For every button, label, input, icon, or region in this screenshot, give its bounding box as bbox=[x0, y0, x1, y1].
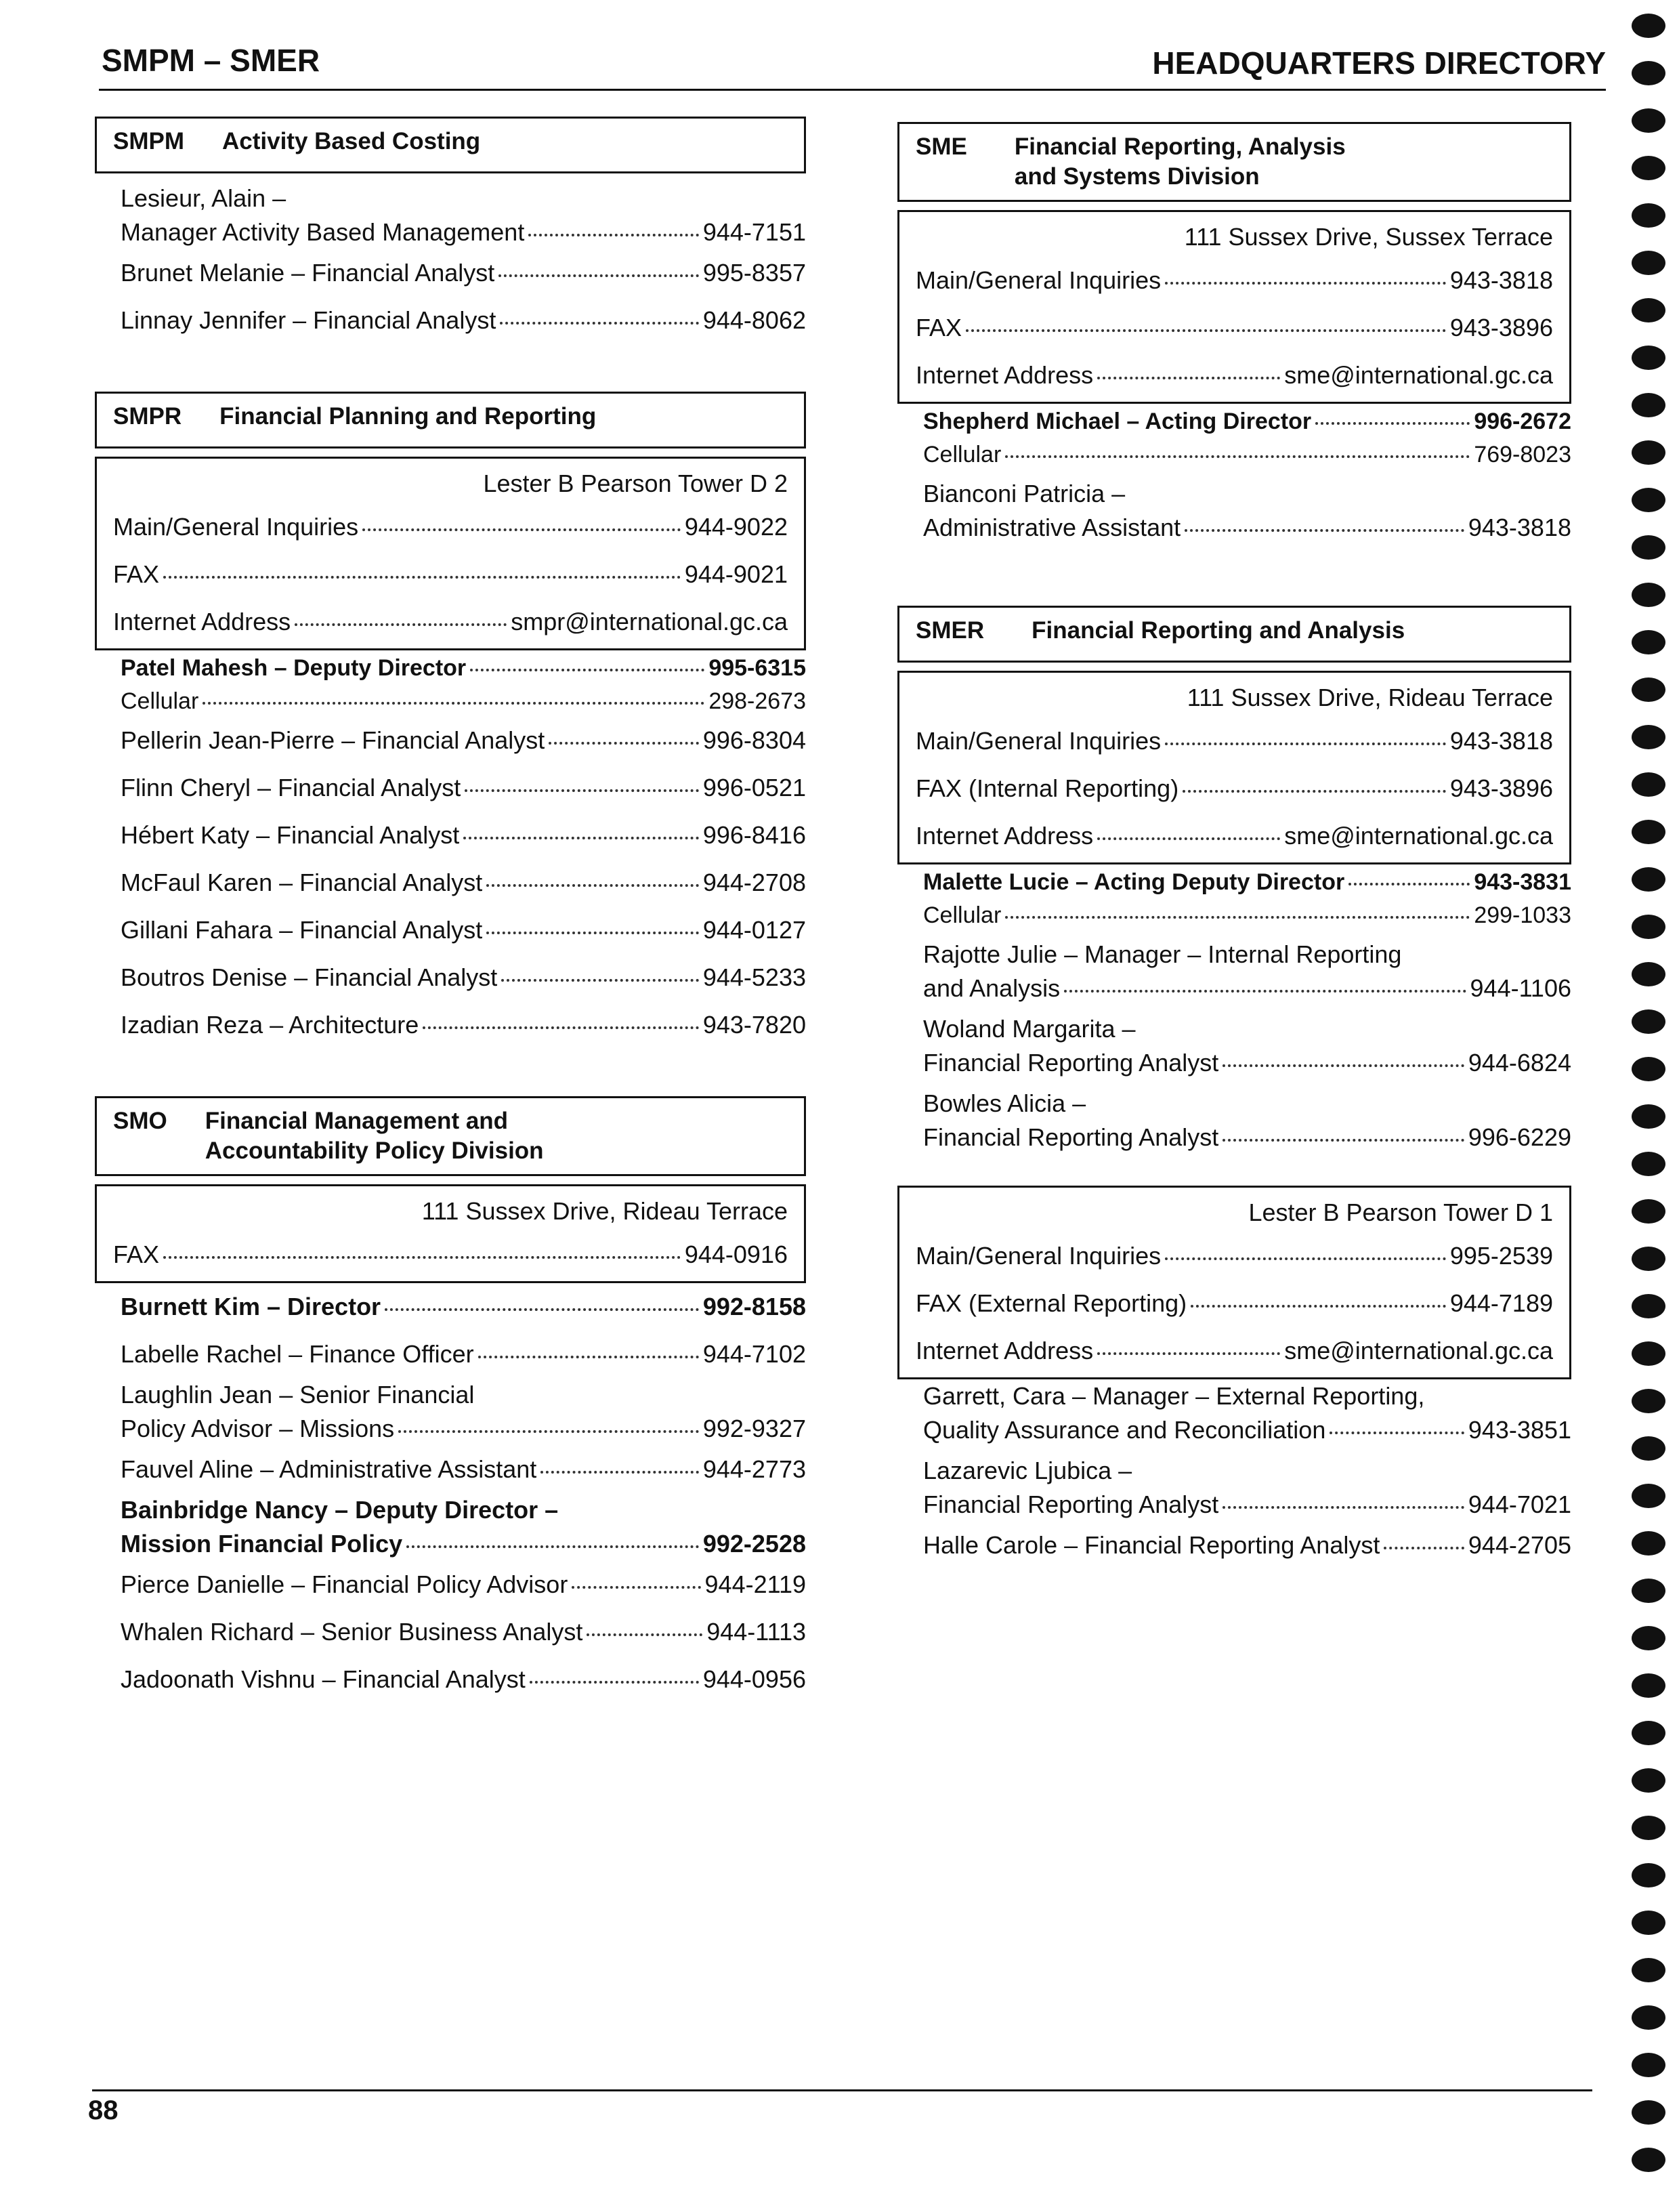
binding-hole bbox=[1632, 1104, 1665, 1129]
section-name-line: Financial Management and bbox=[205, 1108, 509, 1134]
binding-hole bbox=[1632, 440, 1665, 465]
binding-hole bbox=[1632, 1152, 1665, 1176]
fax-number: 943-3896 bbox=[1449, 314, 1553, 341]
phone-number: 944-7021 bbox=[1468, 1490, 1571, 1518]
directory-entry bbox=[923, 1522, 1571, 1569]
leader-dots bbox=[1097, 377, 1280, 379]
contact-box bbox=[897, 210, 1571, 404]
cellular-entry bbox=[923, 900, 1571, 931]
binding-hole bbox=[1632, 1673, 1665, 1698]
phone-number: 943-3851 bbox=[1468, 1416, 1571, 1444]
section-code: SMO bbox=[113, 1108, 167, 1134]
binding-hole bbox=[1632, 2100, 1665, 2125]
leader-dots bbox=[385, 1308, 699, 1311]
leader-dots bbox=[549, 742, 699, 745]
leader-dots bbox=[406, 1545, 699, 1548]
entry-title: Mission Financial Policy bbox=[121, 1530, 403, 1558]
contact-label: FAX bbox=[113, 1240, 160, 1268]
address: 111 Sussex Drive, Sussex Terrace bbox=[1184, 223, 1553, 251]
binding-hole bbox=[1632, 156, 1665, 180]
contact-label: FAX (External Reporting) bbox=[916, 1289, 1187, 1317]
binding-hole bbox=[1632, 1626, 1665, 1650]
header-rule bbox=[99, 89, 1606, 91]
phone-number: 944-0956 bbox=[702, 1665, 806, 1693]
leader-dots bbox=[465, 789, 699, 792]
leader-dots bbox=[362, 528, 681, 531]
right-column bbox=[897, 122, 1571, 1569]
leader-dots bbox=[423, 1026, 699, 1029]
phone-number: 996-8416 bbox=[702, 821, 806, 849]
leader-dots bbox=[587, 1633, 702, 1636]
phone-number: 943-3831 bbox=[1474, 869, 1571, 895]
contact-label: Internet Address bbox=[916, 822, 1094, 850]
cellular-label: Cellular bbox=[923, 902, 1002, 928]
leader-dots bbox=[463, 837, 699, 839]
section-name-line: and Systems Division bbox=[1014, 163, 1260, 190]
contact-label: FAX bbox=[916, 314, 962, 341]
leader-dots bbox=[1005, 916, 1470, 919]
entry-name: Rajotte Julie – Manager – Internal Reporting bbox=[923, 940, 1402, 968]
entry-name: Lazarevic Ljubica – bbox=[923, 1457, 1132, 1484]
binding-hole bbox=[1632, 251, 1665, 275]
directory-entry bbox=[121, 954, 806, 1001]
directory-entry bbox=[121, 906, 806, 954]
binding-hole bbox=[1632, 1389, 1665, 1413]
directory-entry bbox=[121, 1331, 806, 1378]
entry-name: Lesieur, Alain – bbox=[121, 184, 286, 212]
contact-box bbox=[95, 457, 806, 650]
section-name-line: Accountability Policy Division bbox=[205, 1138, 544, 1164]
binding-hole bbox=[1632, 1768, 1665, 1793]
phone-number: 944-0127 bbox=[702, 916, 806, 944]
binding-holes bbox=[1632, 14, 1672, 2195]
contact-box bbox=[95, 1184, 806, 1283]
phone-number: 992-8158 bbox=[702, 1293, 806, 1320]
page-number: 88 bbox=[88, 2095, 119, 2125]
leader-dots bbox=[486, 884, 699, 887]
phone-number: 298-2673 bbox=[708, 688, 806, 714]
phone-number: 943-3818 bbox=[1449, 727, 1553, 755]
entry-name: Brunet Melanie – Financial Analyst bbox=[121, 259, 495, 287]
binding-hole bbox=[1632, 725, 1665, 749]
binding-hole bbox=[1632, 1341, 1665, 1366]
phone-number: 943-3818 bbox=[1468, 514, 1571, 541]
binding-hole bbox=[1632, 108, 1665, 133]
entry-name: Labelle Rachel – Finance Officer bbox=[121, 1340, 474, 1368]
email-address: sme@international.gc.ca bbox=[1284, 361, 1553, 389]
binding-hole bbox=[1632, 915, 1665, 939]
binding-hole bbox=[1632, 1531, 1665, 1556]
leader-dots bbox=[501, 979, 699, 982]
phone-number: 944-1113 bbox=[706, 1618, 806, 1646]
cellular-entry bbox=[121, 686, 806, 717]
entry-name: Bianconi Patricia – bbox=[923, 480, 1126, 507]
leader-dots bbox=[1165, 1257, 1446, 1260]
binding-hole bbox=[1632, 2005, 1665, 2030]
page-header-title: HEADQUARTERS DIRECTORY bbox=[1152, 45, 1606, 81]
entry-title: Administrative Assistant bbox=[923, 514, 1181, 541]
director-entry bbox=[121, 1283, 806, 1331]
address: 111 Sussex Drive, Rideau Terrace bbox=[421, 1197, 788, 1225]
cellular-label: Cellular bbox=[121, 688, 199, 714]
directory-entry bbox=[923, 477, 1571, 545]
leader-dots bbox=[470, 669, 704, 671]
entry-title: Quality Assurance and Reconciliation bbox=[923, 1416, 1326, 1444]
binding-hole bbox=[1632, 1863, 1665, 1887]
directory-entry bbox=[923, 938, 1571, 1005]
entry-name: Bowles Alicia – bbox=[923, 1089, 1086, 1117]
address: 111 Sussex Drive, Rideau Terrace bbox=[1187, 684, 1553, 711]
phone-number: 943-7820 bbox=[702, 1011, 806, 1039]
directory-entry bbox=[121, 1656, 806, 1703]
section-title-smpm bbox=[95, 117, 806, 173]
cellular-label: Cellular bbox=[923, 442, 1002, 467]
fax-number: 944-0916 bbox=[684, 1240, 788, 1268]
directory-entry bbox=[923, 1454, 1571, 1522]
binding-hole bbox=[1632, 1816, 1665, 1840]
section-title-smo bbox=[95, 1096, 806, 1176]
binding-hole bbox=[1632, 2053, 1665, 2077]
leader-dots bbox=[528, 234, 699, 236]
address: Lester B Pearson Tower D 2 bbox=[483, 469, 788, 497]
entry-name: Gillani Fahara – Financial Analyst bbox=[121, 916, 483, 944]
section-name bbox=[1015, 132, 1553, 192]
left-column bbox=[95, 117, 806, 1703]
binding-hole bbox=[1632, 867, 1665, 892]
director-entry bbox=[923, 864, 1571, 900]
entry-name: McFaul Karen – Financial Analyst bbox=[121, 869, 483, 896]
binding-hole bbox=[1632, 583, 1665, 607]
entry-title: Policy Advisor – Missions bbox=[121, 1415, 395, 1442]
section-name: Activity Based Costing bbox=[222, 128, 481, 154]
contact-label: FAX bbox=[113, 560, 160, 588]
binding-hole bbox=[1632, 1484, 1665, 1508]
leader-dots bbox=[1223, 1139, 1464, 1142]
contact-box bbox=[897, 1186, 1571, 1379]
entry-name: Malette Lucie – Acting Deputy Director bbox=[923, 869, 1345, 895]
leader-dots bbox=[1315, 422, 1470, 425]
page-header-section: SMPM – SMER bbox=[102, 43, 320, 78]
leader-dots bbox=[1165, 743, 1446, 745]
section-name: Financial Planning and Reporting bbox=[219, 403, 597, 430]
directory-entry bbox=[121, 297, 806, 344]
phone-number: 992-9327 bbox=[702, 1415, 806, 1442]
leader-dots bbox=[295, 623, 507, 626]
directory-entry bbox=[121, 1608, 806, 1656]
email-address: sme@international.gc.ca bbox=[1284, 1337, 1553, 1364]
phone-number: 944-2708 bbox=[702, 869, 806, 896]
director-entry bbox=[923, 404, 1571, 439]
directory-entry bbox=[121, 717, 806, 764]
binding-hole bbox=[1632, 1579, 1665, 1603]
contact-label: Main/General Inquiries bbox=[916, 727, 1162, 755]
entry-name: Halle Carole – Financial Reporting Analyst bbox=[923, 1531, 1380, 1559]
leader-dots bbox=[1165, 282, 1446, 285]
email-address: smpr@international.gc.ca bbox=[511, 608, 788, 635]
directory-entry bbox=[121, 1446, 806, 1493]
leader-dots bbox=[498, 274, 699, 277]
leader-dots bbox=[203, 702, 704, 705]
leader-dots bbox=[163, 576, 681, 579]
entry-name: Jadoonath Vishnu – Financial Analyst bbox=[121, 1665, 526, 1693]
leader-dots bbox=[966, 329, 1446, 332]
entry-name: Izadian Reza – Architecture bbox=[121, 1011, 419, 1039]
leader-dots bbox=[163, 1256, 681, 1259]
entry-title: Financial Reporting Analyst bbox=[923, 1123, 1219, 1151]
entry-name: Pellerin Jean-Pierre – Financial Analyst bbox=[121, 726, 545, 754]
leader-dots bbox=[1183, 790, 1446, 793]
phone-number: 944-7151 bbox=[702, 218, 806, 246]
entry-name: Patel Mahesh – Deputy Director bbox=[121, 655, 467, 681]
contact-label: Main/General Inquiries bbox=[916, 1242, 1162, 1270]
section-name: Financial Reporting and Analysis bbox=[1032, 617, 1405, 644]
directory-entry bbox=[121, 859, 806, 906]
binding-hole bbox=[1632, 962, 1665, 986]
binding-hole bbox=[1632, 535, 1665, 560]
directory-entry bbox=[121, 764, 806, 812]
entry-name: Pierce Danielle – Financial Policy Advisor bbox=[121, 1570, 568, 1598]
leader-dots bbox=[1005, 455, 1470, 458]
leader-dots bbox=[530, 1681, 699, 1684]
phone-number: 995-6315 bbox=[708, 655, 806, 681]
section-title-smer bbox=[897, 606, 1571, 663]
contact-label: Internet Address bbox=[916, 1337, 1094, 1364]
section-code: SME bbox=[916, 133, 967, 160]
phone-number: 944-2773 bbox=[702, 1455, 806, 1483]
directory-entry bbox=[121, 1378, 806, 1446]
entry-name: Laughlin Jean – Senior Financial bbox=[121, 1381, 475, 1408]
binding-hole bbox=[1632, 1911, 1665, 1935]
email-address: sme@international.gc.ca bbox=[1284, 822, 1553, 850]
binding-hole bbox=[1632, 298, 1665, 322]
binding-hole bbox=[1632, 1721, 1665, 1745]
binding-hole bbox=[1632, 772, 1665, 797]
binding-hole bbox=[1632, 1199, 1665, 1224]
deputy-director-entry bbox=[121, 1493, 806, 1561]
binding-hole bbox=[1632, 820, 1665, 844]
address: Lester B Pearson Tower D 1 bbox=[1248, 1198, 1553, 1226]
entry-title: Financial Reporting Analyst bbox=[923, 1490, 1219, 1518]
binding-hole bbox=[1632, 1958, 1665, 1982]
leader-dots bbox=[1191, 1305, 1446, 1308]
leader-dots bbox=[1185, 529, 1464, 532]
leader-dots bbox=[1348, 883, 1470, 885]
phone-number: 944-2705 bbox=[1468, 1531, 1571, 1559]
directory-entry bbox=[121, 182, 806, 249]
entry-name: Flinn Cheryl – Financial Analyst bbox=[121, 774, 461, 801]
directory-entry bbox=[121, 1561, 806, 1608]
directory-entry bbox=[923, 1379, 1571, 1447]
binding-hole bbox=[1632, 393, 1665, 417]
leader-dots bbox=[1064, 990, 1466, 993]
binding-hole bbox=[1632, 203, 1665, 228]
directory-entry bbox=[923, 1012, 1571, 1080]
directory-entry bbox=[121, 1001, 806, 1049]
phone-number: 996-8304 bbox=[702, 726, 806, 754]
section-name-line: Financial Reporting, Analysis bbox=[1014, 133, 1346, 160]
section-title-sme bbox=[897, 122, 1571, 202]
phone-number: 944-9022 bbox=[684, 513, 788, 541]
leader-dots bbox=[1097, 837, 1280, 840]
directory-entry bbox=[923, 1087, 1571, 1154]
section-title-smpr bbox=[95, 392, 806, 448]
contact-label: Internet Address bbox=[916, 361, 1094, 389]
footer-rule bbox=[92, 2089, 1592, 2091]
directory-entry bbox=[121, 812, 806, 859]
entry-name: Bainbridge Nancy – Deputy Director – bbox=[121, 1496, 559, 1524]
phone-number: 944-8062 bbox=[702, 306, 806, 334]
entry-title: Manager Activity Based Management bbox=[121, 218, 525, 246]
entry-name: Shepherd Michael – Acting Director bbox=[923, 409, 1312, 434]
binding-hole bbox=[1632, 630, 1665, 654]
leader-dots bbox=[1097, 1352, 1280, 1355]
leader-dots bbox=[500, 322, 699, 325]
entry-name: Hébert Katy – Financial Analyst bbox=[121, 821, 460, 849]
phone-number: 995-8357 bbox=[702, 259, 806, 287]
section-code: SMER bbox=[916, 617, 985, 644]
binding-hole bbox=[1632, 14, 1665, 38]
fax-number: 944-9021 bbox=[684, 560, 788, 588]
phone-number: 769-8023 bbox=[1474, 442, 1571, 467]
entry-title: and Analysis bbox=[923, 974, 1061, 1002]
binding-hole bbox=[1632, 1247, 1665, 1271]
fax-number: 944-7189 bbox=[1449, 1289, 1553, 1317]
binding-hole bbox=[1632, 1294, 1665, 1318]
entry-title: Financial Reporting Analyst bbox=[923, 1049, 1219, 1077]
phone-number: 299-1033 bbox=[1474, 902, 1571, 928]
entry-name: Burnett Kim – Director bbox=[121, 1293, 381, 1320]
phone-number: 992-2528 bbox=[702, 1530, 806, 1558]
entry-name: Boutros Denise – Financial Analyst bbox=[121, 963, 498, 991]
phone-number: 944-1106 bbox=[1470, 974, 1571, 1002]
section-code: SMPM bbox=[113, 128, 184, 154]
contact-label: Main/General Inquiries bbox=[916, 266, 1162, 294]
phone-number: 943-3818 bbox=[1449, 266, 1553, 294]
cellular-entry bbox=[923, 439, 1571, 470]
contact-label: Internet Address bbox=[113, 608, 291, 635]
entry-name: Linnay Jennifer – Financial Analyst bbox=[121, 306, 496, 334]
entry-name: Garrett, Cara – Manager – External Reporting, bbox=[923, 1382, 1425, 1410]
binding-hole bbox=[1632, 1436, 1665, 1461]
section-name bbox=[205, 1106, 788, 1166]
binding-hole bbox=[1632, 488, 1665, 512]
phone-number: 996-6229 bbox=[1468, 1123, 1571, 1151]
contact-label: Main/General Inquiries bbox=[113, 513, 359, 541]
leader-dots bbox=[478, 1356, 699, 1358]
entry-name: Whalen Richard – Senior Business Analyst bbox=[121, 1618, 583, 1646]
leader-dots bbox=[1384, 1547, 1464, 1549]
binding-hole bbox=[1632, 61, 1665, 85]
binding-hole bbox=[1632, 1009, 1665, 1034]
phone-number: 944-6824 bbox=[1468, 1049, 1571, 1077]
binding-hole bbox=[1632, 1057, 1665, 1081]
leader-dots bbox=[486, 932, 699, 934]
directory-entry bbox=[121, 249, 806, 297]
phone-number: 996-0521 bbox=[702, 774, 806, 801]
binding-hole bbox=[1632, 2148, 1665, 2172]
phone-number: 944-7102 bbox=[702, 1340, 806, 1368]
entry-name: Fauvel Aline – Administrative Assistant bbox=[121, 1455, 537, 1483]
contact-label: FAX (Internal Reporting) bbox=[916, 774, 1179, 802]
leader-dots bbox=[540, 1471, 699, 1474]
leader-dots bbox=[1223, 1506, 1464, 1509]
leader-dots bbox=[572, 1586, 700, 1589]
leader-dots bbox=[398, 1430, 699, 1433]
phone-number: 944-2119 bbox=[704, 1570, 806, 1598]
binding-hole bbox=[1632, 677, 1665, 702]
phone-number: 944-5233 bbox=[702, 963, 806, 991]
contact-box bbox=[897, 671, 1571, 864]
phone-number: 995-2539 bbox=[1449, 1242, 1553, 1270]
director-entry bbox=[121, 650, 806, 686]
binding-hole bbox=[1632, 346, 1665, 370]
entry-name: Woland Margarita – bbox=[923, 1015, 1136, 1043]
phone-number: 996-2672 bbox=[1474, 409, 1571, 434]
fax-number: 943-3896 bbox=[1449, 774, 1553, 802]
leader-dots bbox=[1223, 1064, 1464, 1067]
section-code: SMPR bbox=[113, 403, 182, 430]
leader-dots bbox=[1330, 1432, 1464, 1434]
